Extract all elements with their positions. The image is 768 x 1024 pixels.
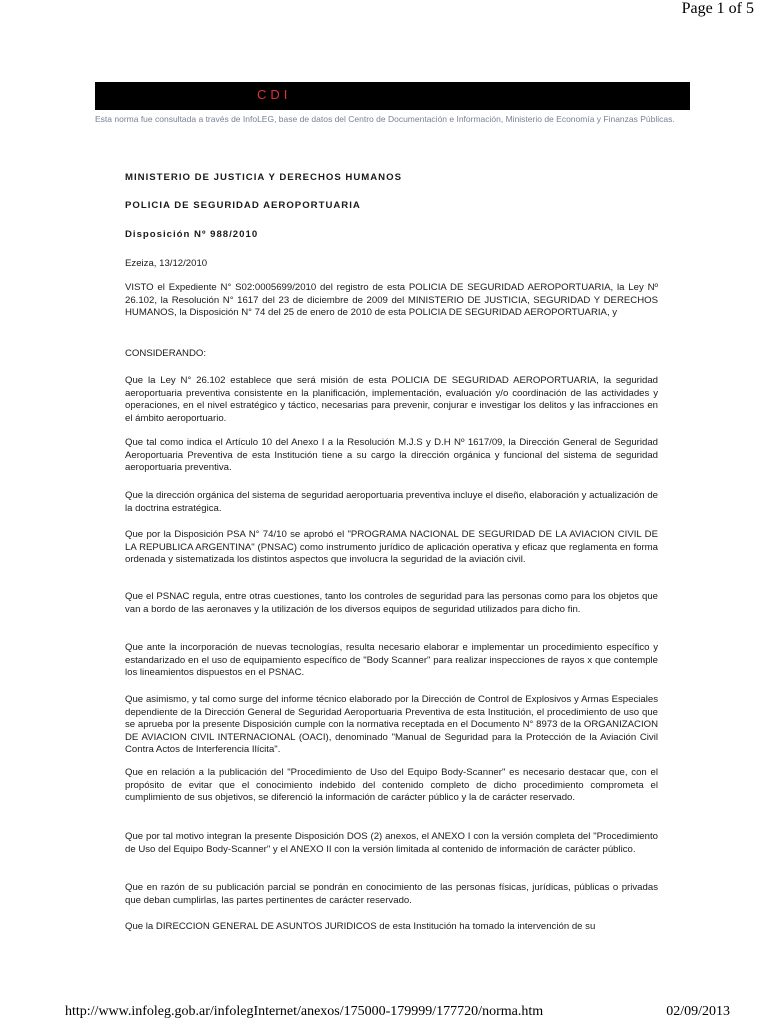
paragraph-visto: VISTO el Expediente N° S02:0005699/2010 del registro de esta POLICIA DE SEGURIDAD AEROPORTUARIA, la Ley Nº 26.102, la Resolución N° 1617 del 23 de diciembre de 2009 del MINISTERIO DE JUSTICIA, SEGURIDAD Y DERECHOS HUMANOS, la Disposición N° 74 del 25 de enero de 2010 de esta POLICIA DE SEGURIDAD AEROPORTUARIA, y — [125, 282, 658, 319]
paragraph: Que la dirección orgánica del sistema de seguridad aeroportuaria preventiva incluye el diseño, elaboración y actualización de la doctrina estratégica. — [125, 490, 658, 514]
source-url-link[interactable]: http://www.infoleg.gob.ar/infolegInternet/anexos/175000-179999/177720/norma.htm — [65, 1004, 544, 1019]
paragraph: Que tal como indica el Artículo 10 del Anexo I a la Resolución M.J.S y D.H Nº 1617/09, la Dirección General de Seguridad Aeroportuaria Preventiva de esta Institución tiene a su cargo la dirección orgánica y funcional del sistema de seguridad aeroportuaria preventiva. — [125, 437, 658, 474]
ministry-heading: MINISTERIO DE JUSTICIA Y DERECHOS HUMANOS — [125, 172, 402, 183]
paragraph-considerando: CONSIDERANDO: — [125, 348, 207, 359]
paragraph: Que en razón de su publicación parcial se pondrán en conocimiento de las personas físicas, jurídicas, públicas o privadas que deban cumplirlas, las partes pertinentes de carácter reservado. — [125, 882, 658, 906]
infoleg-notice: Esta norma fue consultada a través de InfoLEG, base de datos del Centro de Documentación e Información, Ministerio de Economía y Finanzas Públicas. — [95, 114, 675, 124]
paragraph: Que ante la incorporación de nuevas tecnologías, resulta necesario elaborar e implementar un procedimiento específico y estandarizado en el uso de equipamiento específico de "Body Scanner" para realizar inspecciones de rayos x que contemple los lineamientos dispuestos en el PSNAC. — [125, 642, 658, 679]
paragraph: Que el PSNAC regula, entre otras cuestiones, tanto los controles de seguridad para las personas como para los objetos que van a bordo de las aeronaves y la utilización de los diversos equipos de seguridad utilizados para dicho fin. — [125, 591, 658, 615]
disposition-number: Disposición Nº 988/2010 — [125, 229, 259, 240]
cdi-banner — [95, 82, 690, 110]
print-date: 02/09/2013 — [666, 1004, 730, 1019]
paragraph: Que asimismo, y tal como surge del informe técnico elaborado por la Dirección de Control de Explosivos y Armas Especiales dependiente de la Dirección General de Seguridad Aeroportuaria Preventiva de esta Institución, el procedimiento de uso que se aprueba por la presente Disposición cumple con la normativa receptada en el Documento N° 8973 de la ORGANIZACION DE AVIACION CIVIL INTERNACIONAL (OACI), denominado "Manual de Seguridad para la Protección de la Aviación Civil Contra Actos de Interferencia Ilícita". — [125, 694, 658, 756]
paragraph: Que en relación a la publicación del "Procedimiento de Uso del Equipo Body-Scanner" es necesario destacar que, con el propósito de evitar que el conocimiento indebido del contenido completo de dicho procedimiento comprometa el cumplimiento de sus objetivos, se diferenció la información de carácter público y la de carácter reservado. — [125, 767, 658, 804]
agency-heading: POLICIA DE SEGURIDAD AEROPORTUARIA — [125, 200, 361, 211]
page-indicator: Page 1 of 5 — [681, 0, 754, 17]
cdi-logo: CDI — [257, 87, 292, 102]
paragraph: Que por la Disposición PSA N° 74/10 se aprobó el "PROGRAMA NACIONAL DE SEGURIDAD DE LA AVIACION CIVIL DE LA REPUBLICA ARGENTINA" (PNSAC) como instrumento jurídico de aplicación operativa y eficaz que reglamenta en forma ordenada y sistematizada los distintos aspectos que involucra la seguridad de la aviación civil. — [125, 529, 658, 566]
paragraph: Que por tal motivo integran la presente Disposición DOS (2) anexos, el ANEXO I con la versión completa del "Procedimiento de Uso del Equipo Body-Scanner" y el ANEXO II con la versión limitada al contenido de información de carácter público. — [125, 831, 658, 855]
place-date: Ezeiza, 13/12/2010 — [125, 258, 208, 269]
paragraph: Que la DIRECCION GENERAL DE ASUNTOS JURIDICOS de esta Institución ha tomado la intervención de su — [125, 921, 596, 932]
paragraph: Que la Ley N° 26.102 establece que será misión de esta POLICIA DE SEGURIDAD AEROPORTUARIA, la seguridad aeroportuaria preventiva consistente en la planificación, implementación, evaluación y/o coordinación de las actividades y operaciones, en el nivel estratégico y táctico, necesarias para prevenir, conjurar e investigar los delitos y las infracciones en el ámbito aeroportuario. — [125, 375, 658, 424]
